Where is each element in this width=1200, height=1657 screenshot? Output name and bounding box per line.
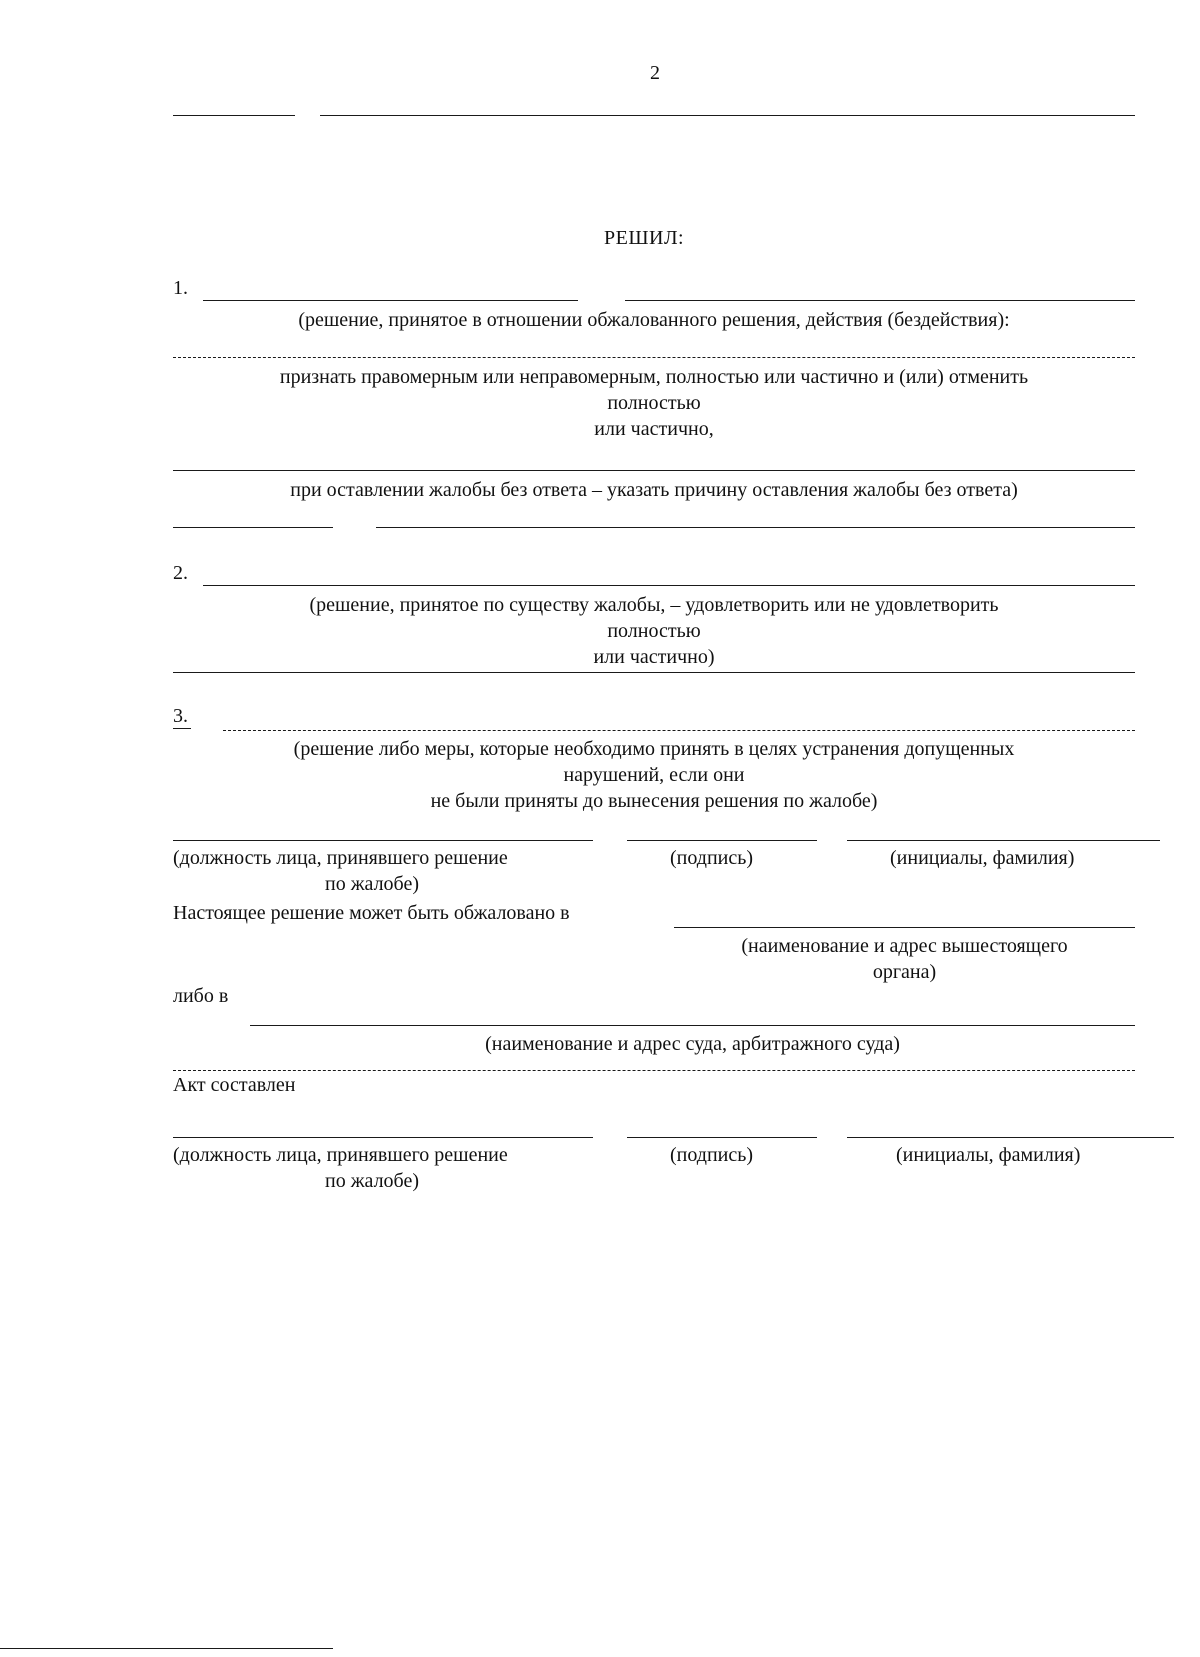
- item-3-caption-line-1: (решение либо меры, которые необходимо принять в целях устранения допущенных: [293, 738, 1015, 760]
- item-1-caption-line-2: признать правомерным или неправомерным, полностью или частично и (или) отменить: [279, 366, 1029, 388]
- sig1-position-line[interactable]: [173, 840, 593, 841]
- item-2-caption-line-2: полностью: [607, 620, 701, 642]
- appeal-court-bottom-line[interactable]: [173, 1070, 1135, 1071]
- act-compiled-text: Акт составлен: [173, 1074, 296, 1096]
- item-1-fill-line-b[interactable]: [625, 300, 1135, 301]
- sig2-name-caption: (инициалы, фамилия): [896, 1144, 1081, 1166]
- sig1-name-caption: (инициалы, фамилия): [890, 847, 1075, 869]
- item-1-fill-line-a[interactable]: [203, 300, 578, 301]
- appeal-or-text: либо в: [173, 985, 229, 1007]
- item-1-caption-line-4: или частично,: [594, 418, 714, 440]
- page-number: 2: [650, 62, 660, 84]
- sig1-position-caption-1: (должность лица, принявшего решение: [173, 847, 508, 869]
- decision-heading: РЕШИЛ:: [604, 227, 685, 249]
- sig2-signature-line[interactable]: [627, 1137, 817, 1138]
- item-1-fill-line-4a[interactable]: [173, 527, 333, 528]
- item-2-fill-line[interactable]: [203, 585, 1135, 586]
- item-2-bottom-line[interactable]: [173, 672, 1135, 673]
- sig2-signature-caption: (подпись): [670, 1144, 754, 1166]
- appeal-authority-line[interactable]: [674, 927, 1135, 928]
- item-3-caption-line-2: нарушений, если они: [563, 764, 745, 786]
- item-2-caption-line-3: или частично): [593, 646, 715, 668]
- item-1-caption-line-1: (решение, принятое в отношении обжалованного решения, действия (бездействия):: [298, 309, 1010, 331]
- sig1-signature-caption: (подпись): [670, 847, 754, 869]
- item-3-caption-line-3: не были приняты до вынесения решения по жалобе): [430, 790, 878, 812]
- item-3-fill-line[interactable]: [223, 730, 1135, 731]
- header-rule-left: [173, 115, 295, 116]
- header-rule-right: [320, 115, 1135, 116]
- item-1-fill-line-3[interactable]: [173, 470, 1135, 471]
- item-3-number-underline: [173, 728, 191, 729]
- sig1-position-caption-2: по жалобе): [325, 873, 420, 895]
- item-1-caption-line-5: при оставлении жалобы без ответа – указать причину оставления жалобы без ответа): [290, 479, 1018, 501]
- appeal-text: Настоящее решение может быть обжаловано в: [173, 902, 570, 924]
- footer-rule: [0, 1648, 333, 1649]
- sig1-name-line[interactable]: [847, 840, 1160, 841]
- sig2-position-caption-2: по жалобе): [325, 1170, 420, 1192]
- appeal-authority-caption-2: органа): [872, 961, 937, 983]
- item-1-caption-line-3: полностью: [607, 392, 701, 414]
- sig1-signature-line[interactable]: [627, 840, 817, 841]
- item-2-number: 2.: [173, 562, 188, 584]
- appeal-court-caption: (наименование и адрес суда, арбитражного суда): [485, 1033, 900, 1055]
- appeal-court-line[interactable]: [250, 1025, 1135, 1026]
- sig2-name-line[interactable]: [847, 1137, 1174, 1138]
- appeal-authority-caption-1: (наименование и адрес вышестоящего: [741, 935, 1068, 957]
- item-2-caption-line-1: (решение, принятое по существу жалобы, – удовлетворить или не удовлетворить: [309, 594, 999, 616]
- item-1-number: 1.: [173, 277, 188, 299]
- sig2-position-line[interactable]: [173, 1137, 593, 1138]
- item-1-fill-line-2[interactable]: [173, 357, 1135, 358]
- item-1-fill-line-4b[interactable]: [376, 527, 1135, 528]
- sig2-position-caption-1: (должность лица, принявшего решение: [173, 1144, 508, 1166]
- item-3-number: 3.: [173, 705, 188, 727]
